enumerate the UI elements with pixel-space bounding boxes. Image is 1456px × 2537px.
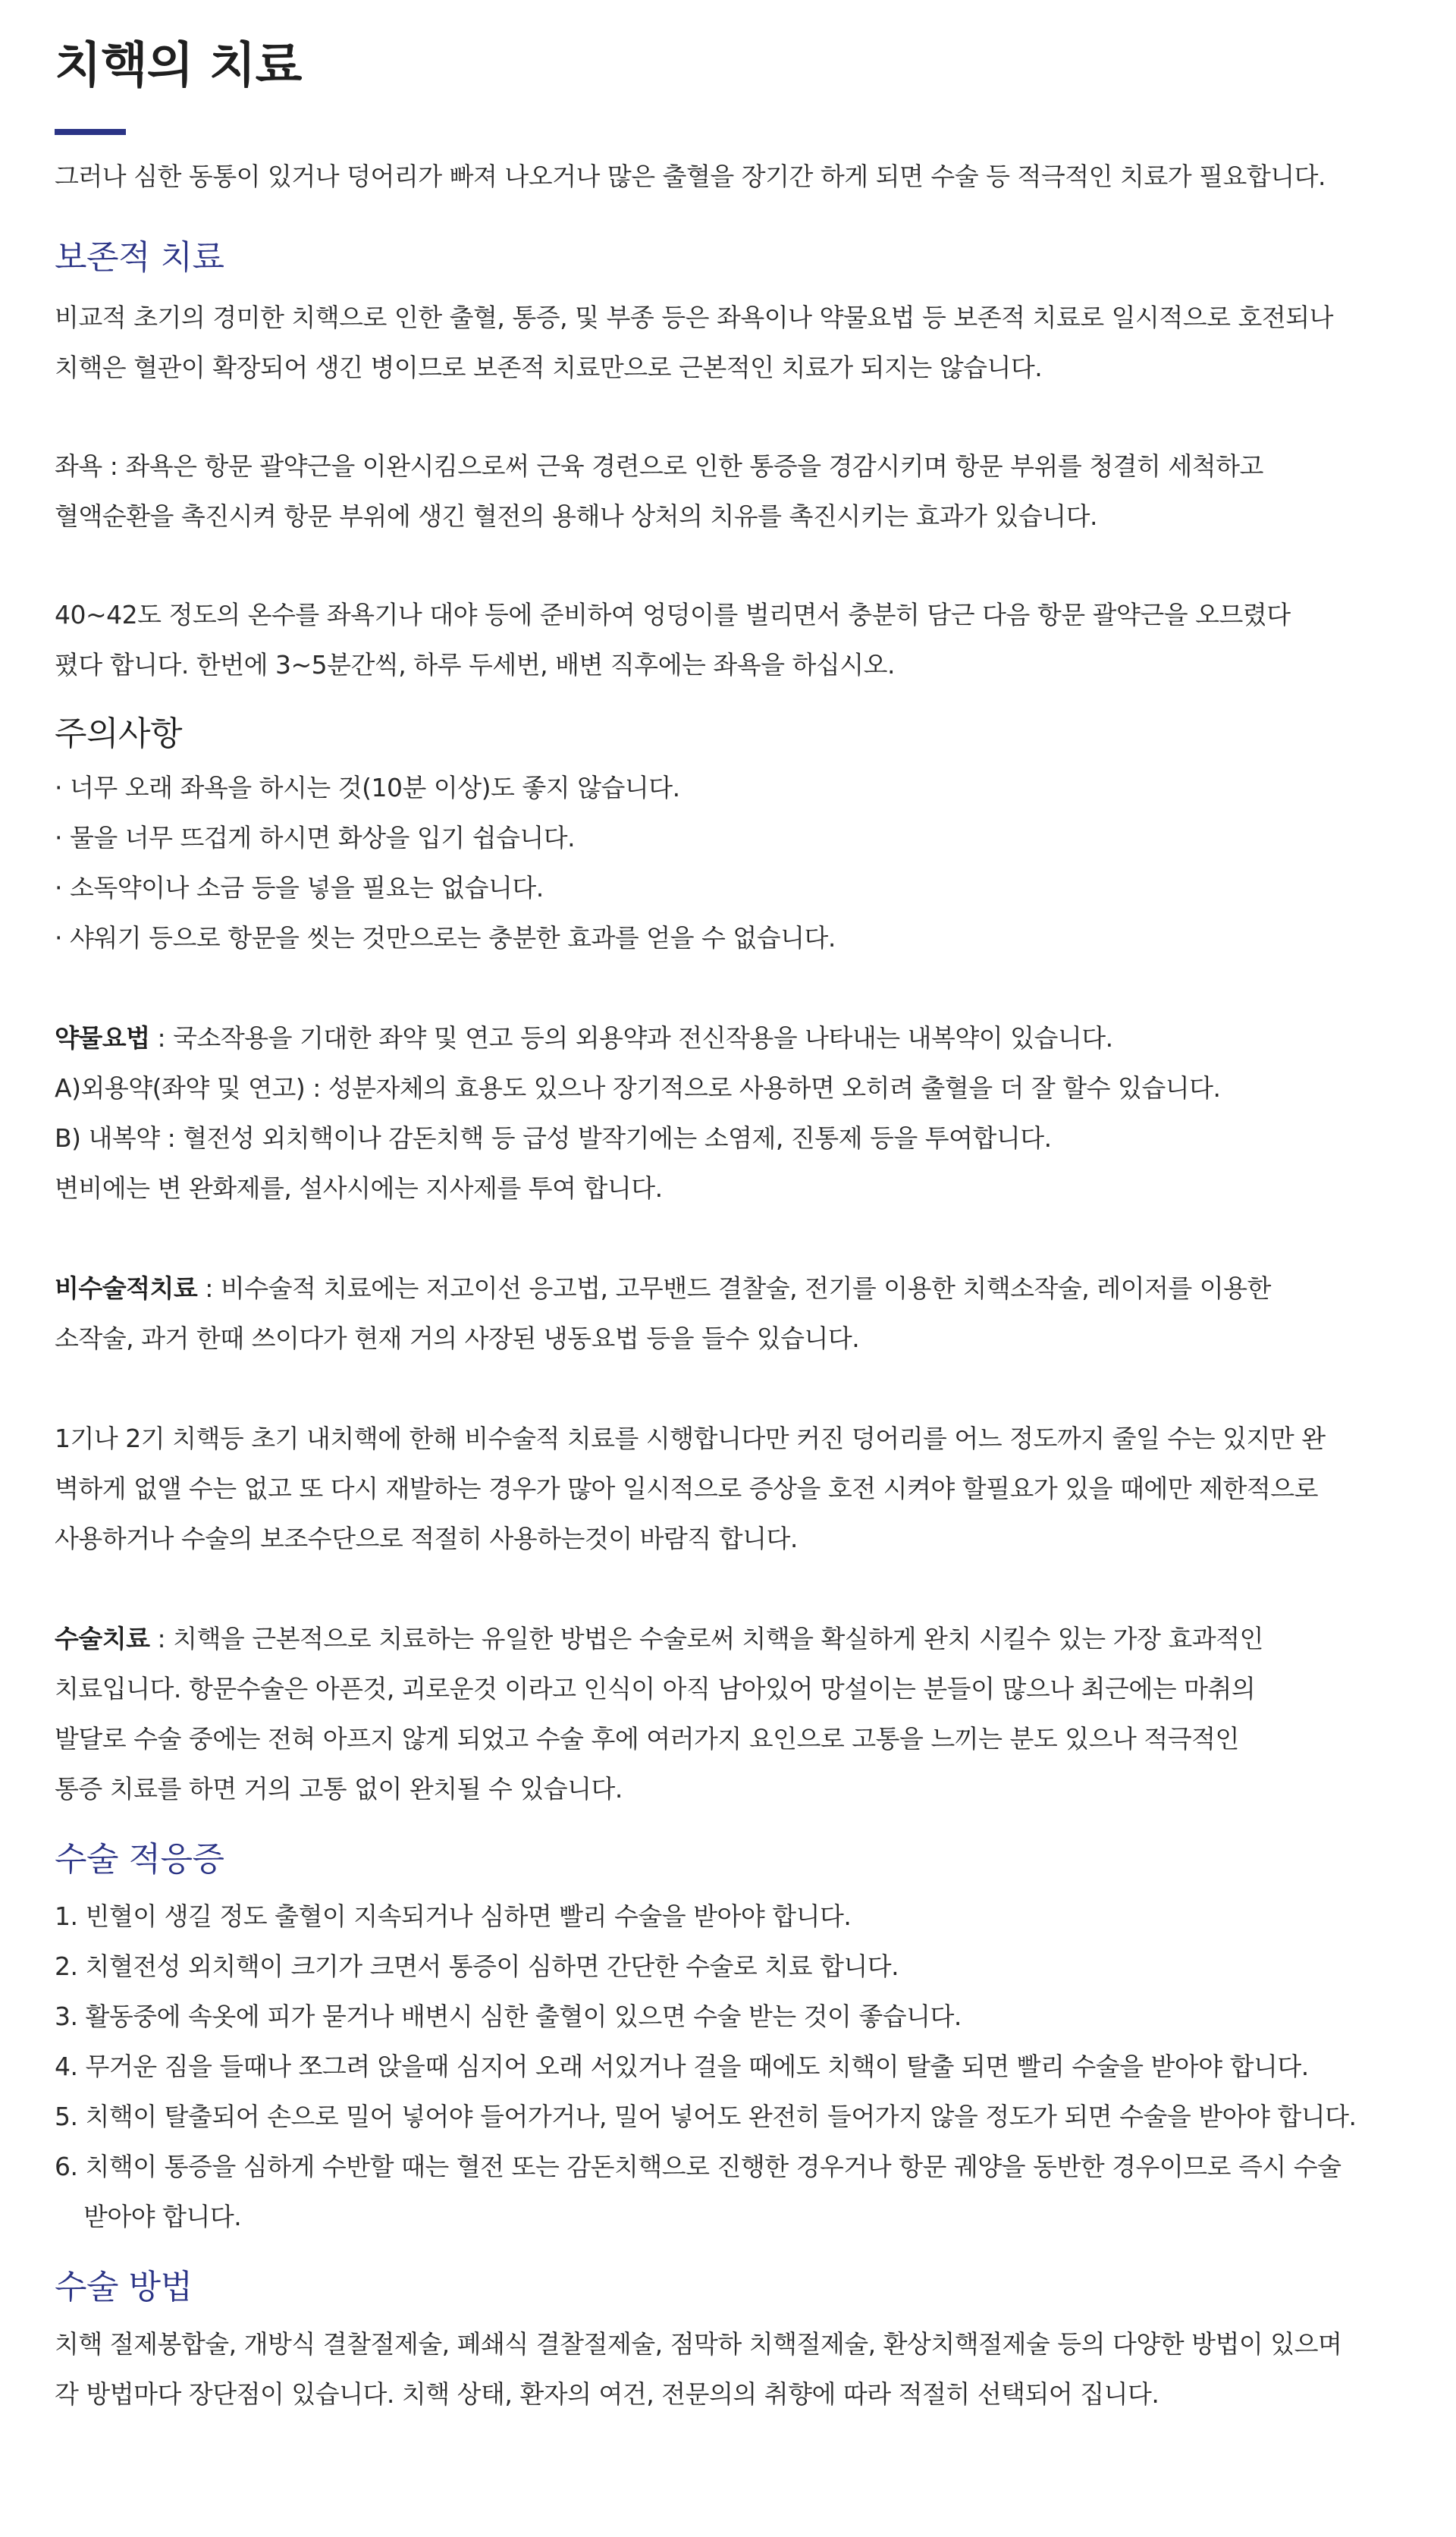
cautions-list <box>55 763 1403 963</box>
surgery-label: 수술치료 <box>55 1624 150 1653</box>
heading-cautions: 주의사항 <box>55 714 183 753</box>
sitzbath-paragraph <box>55 441 1403 542</box>
indication-item: 3. 활동중에 속옷에 피가 묻거나 배변시 심한 출혈이 있으면 수술 받는 것이 좋습니다. <box>55 2002 962 2031</box>
surgery-desc: : 치핵을 근본적으로 치료하는 유일한 방법은 수술로써 치핵을 확실하게 완치 시킬수 있는 가장 효과적인 <box>149 1624 1263 1653</box>
method-line: 폈다 합니다. 한번에 3~5분간씩, 하루 두세번, 배변 직후에는 좌욕을 하십시오. <box>55 650 895 680</box>
nonsurgical-paragraph <box>55 1264 1403 1364</box>
surgery-line <box>55 1614 1403 1664</box>
page-title: 치핵의 치료 <box>55 38 302 94</box>
nonsurgical-line <box>55 1264 1403 1314</box>
nonsurgical-extra-paragraph <box>55 1414 1403 1564</box>
heading-indications: 수술 적응증 <box>55 1840 224 1879</box>
indication-item: 4. 무거운 짐을 들때나 쪼그려 앉을때 심지어 오래 서있거나 걸을 때에도 치핵이 탈출 되면 빨리 수술을 받아야 합니다. <box>55 2052 1309 2081</box>
surgery-line: 치료입니다. 항문수술은 아픈것, 괴로운것 이라고 인식이 아직 남아있어 망설이는 분들이 많으나 최근에는 마취의 <box>55 1674 1256 1703</box>
surgery-paragraph <box>55 1614 1403 1814</box>
medication-line <box>55 1013 1403 1063</box>
caution-item: · 소독약이나 소금 등을 넣을 필요는 없습니다. <box>55 873 544 903</box>
nonsurgical-extra-line: 사용하거나 수술의 보조수단으로 적절히 사용하는것이 바람직 합니다. <box>55 1524 798 1553</box>
conservative-line: 치핵은 혈관이 확장되어 생긴 병이므로 보존적 치료만으로 근본적인 치료가 되지는 않습니다. <box>55 353 1043 382</box>
intro-text: 그러나 심한 동통이 있거나 덩어리가 빠져 나오거나 많은 출혈을 장기간 하게 되면 수술 등 적극적인 치료가 필요합니다. <box>55 162 1326 191</box>
method-line: 40~42도 정도의 온수를 좌욕기나 대야 등에 준비하여 엉덩이를 벌리면서 충분히 담근 다음 항문 괄약근을 오므렸다 <box>55 600 1291 630</box>
sitzbath-line: 좌욕 : 좌욕은 항문 괄약근을 이완시킴으로써 근육 경련으로 인한 통증을 경감시키며 항문 부위를 청결히 세척하고 <box>55 451 1263 481</box>
medication-label: 약물요법 <box>55 1023 150 1053</box>
methods-paragraph <box>55 2319 1403 2419</box>
surgery-line: 발달로 수술 중에는 전혀 아프지 않게 되었고 수술 후에 여러가지 요인으로 고통을 느끼는 분도 있으나 적극적인 <box>55 1724 1239 1754</box>
indications-list <box>55 1892 1403 2242</box>
sitzbath-method-paragraph <box>55 590 1403 690</box>
medication-line: A)외용약(좌약 및 연고) : 성분자체의 효용도 있으나 장기적으로 사용하면 오히려 출혈을 더 잘 할수 있습니다. <box>55 1073 1221 1103</box>
heading-methods: 수술 방법 <box>55 2268 193 2306</box>
title-underline <box>55 129 126 135</box>
heading-conservative: 보존적 치료 <box>55 238 224 277</box>
medication-desc: : 국소작용을 기대한 좌약 및 연고 등의 외용약과 전신작용을 나타내는 내복약이 있습니다. <box>149 1023 1113 1053</box>
caution-item: · 너무 오래 좌욕을 하시는 것(10분 이상)도 좋지 않습니다. <box>55 773 680 802</box>
medication-line: 변비에는 변 완화제를, 설사시에는 지사제를 투여 합니다. <box>55 1173 663 1203</box>
indication-item: 2. 치혈전성 외치핵이 크기가 크면서 통증이 심하면 간단한 수술로 치료 합니다. <box>55 1951 899 1981</box>
nonsurgical-label: 비수술적치료 <box>55 1273 198 1303</box>
conservative-paragraph <box>55 293 1403 393</box>
medication-line: B) 내복약 : 혈전성 외치핵이나 감돈치핵 등 급성 발작기에는 소염제, 진통제 등을 투여합니다. <box>55 1123 1052 1153</box>
indication-item: 1. 빈혈이 생길 정도 출혈이 지속되거나 심하면 빨리 수술을 받아야 합니다. <box>55 1901 852 1931</box>
nonsurgical-desc: : 비수술적 치료에는 저고이선 응고법, 고무밴드 결찰술, 전기를 이용한 치핵소작술, 레이저를 이용한 <box>197 1273 1271 1303</box>
nonsurgical-extra-line: 벽하게 없앨 수는 없고 또 다시 재발하는 경우가 많아 일시적으로 증상을 호전 시켜야 할필요가 있을 때에만 제한적으로 <box>55 1474 1318 1503</box>
surgery-line: 통증 치료를 하면 거의 고통 없이 완치될 수 있습니다. <box>55 1774 623 1804</box>
indication-item: 5. 치핵이 탈출되어 손으로 밀어 넣어야 들어가거나, 밀어 넣어도 완전히 들어가지 않을 정도가 되면 수술을 받아야 합니다. <box>55 2102 1357 2131</box>
methods-line: 치핵 절제봉합술, 개방식 결찰절제술, 폐쇄식 결찰절제술, 점막하 치핵절제술, 환상치핵절제술 등의 다양한 방법이 있으며 <box>55 2329 1342 2359</box>
caution-item: · 샤워기 등으로 항문을 씻는 것만으로는 충분한 효과를 얻을 수 없습니다. <box>55 923 836 953</box>
indication-item: 6. 치핵이 통증을 심하게 수반할 때는 혈전 또는 감돈치핵으로 진행한 경우거나 항문 궤양을 동반한 경우이므로 즉시 수술 받아야 합니다. <box>55 2152 1341 2231</box>
nonsurgical-line: 소작술, 과거 한때 쓰이다가 현재 거의 사장된 냉동요법 등을 들수 있습니다. <box>55 1323 860 1353</box>
methods-line: 각 방법마다 장단점이 있습니다. 치핵 상태, 환자의 여건, 전문의의 취향에 따라 적절히 선택되어 집니다. <box>55 2379 1159 2409</box>
medication-paragraph <box>55 1013 1403 1214</box>
sitzbath-line: 혈액순환을 촉진시켜 항문 부위에 생긴 혈전의 용해나 상처의 치유를 촉진시키는 효과가 있습니다. <box>55 501 1097 531</box>
conservative-line: 비교적 초기의 경미한 치핵으로 인한 출혈, 통증, 및 부종 등은 좌욕이나 약물요법 등 보존적 치료로 일시적으로 호전되나 <box>55 303 1333 332</box>
nonsurgical-extra-line: 1기나 2기 치핵등 초기 내치핵에 한해 비수술적 치료를 시행합니다만 커진 덩어리를 어느 정도까지 줄일 수는 있지만 완 <box>55 1424 1326 1453</box>
caution-item: · 물을 너무 뜨겁게 하시면 화상을 입기 쉽습니다. <box>55 823 576 852</box>
